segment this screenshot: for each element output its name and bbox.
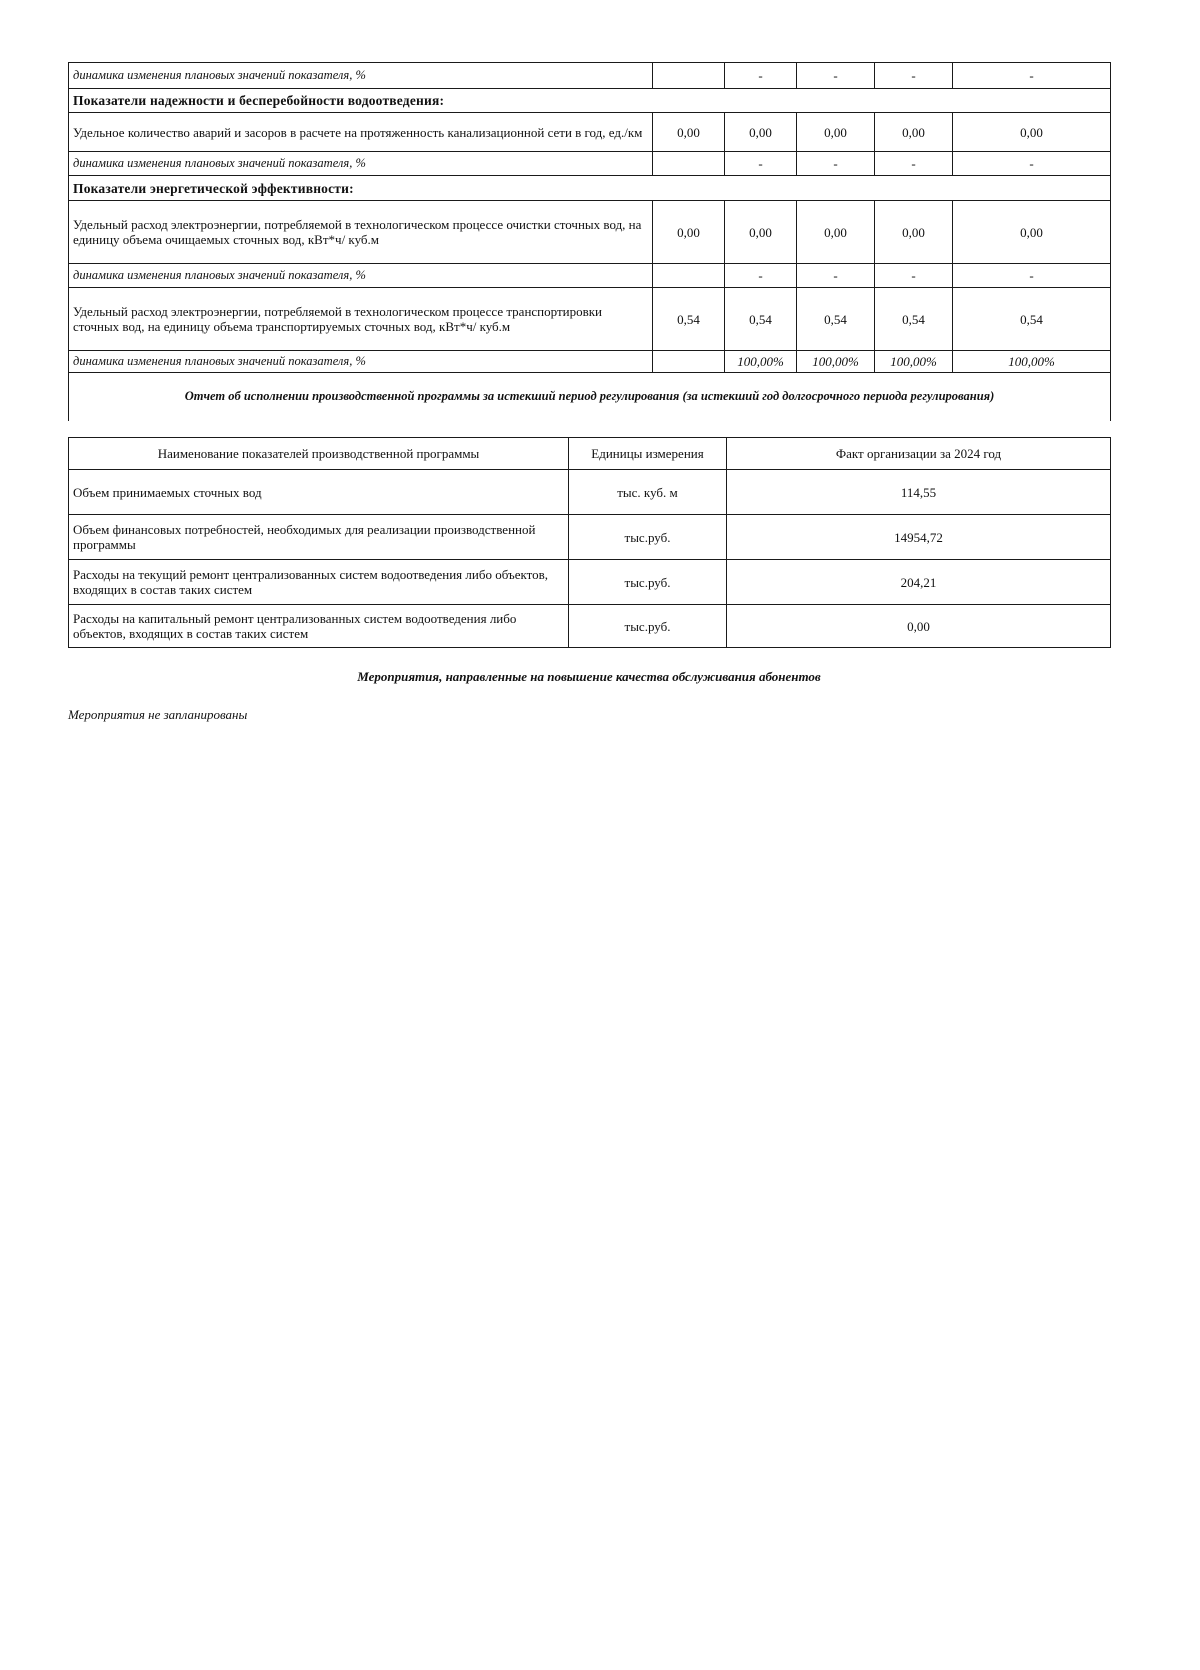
unit-cell: тыс. куб. м: [569, 470, 727, 515]
value-cell: -: [875, 152, 953, 176]
value-cell: 0,00: [797, 201, 875, 264]
unit-cell: тыс.руб.: [569, 560, 727, 605]
value-cell: -: [953, 63, 1111, 89]
value-cell: 100,00%: [953, 351, 1111, 373]
value-cell: 0,00: [653, 201, 725, 264]
indicator-name: Объем финансовых потребностей, необходимых для реализации производственной программы: [69, 515, 569, 560]
table-row: [69, 113, 1111, 152]
value-cell: 0,00: [953, 201, 1111, 264]
row-label: динамика изменения плановых значений показателя, %: [69, 63, 653, 89]
value-cell: -: [725, 152, 797, 176]
value-cell: -: [875, 264, 953, 288]
value-cell: -: [797, 63, 875, 89]
value-cell: 0,00: [725, 113, 797, 152]
table-row: [69, 264, 1111, 288]
section-title: Показатели энергетической эффективности:: [69, 176, 1111, 201]
value-cell: 0,54: [797, 288, 875, 351]
indicator-name: Объем принимаемых сточных вод: [69, 470, 569, 515]
value-cell: -: [875, 63, 953, 89]
row-label: динамика изменения плановых значений показателя, %: [69, 264, 653, 288]
value-cell: 0,00: [875, 201, 953, 264]
value-cell: 0,00: [725, 201, 797, 264]
value-cell: -: [797, 264, 875, 288]
value-cell: 0,54: [653, 288, 725, 351]
row-label: динамика изменения плановых значений показателя, %: [69, 351, 653, 373]
value-cell: 0,00: [653, 113, 725, 152]
value-cell: 100,00%: [725, 351, 797, 373]
value-cell: 0,54: [875, 288, 953, 351]
value-cell: 14954,72: [727, 515, 1111, 560]
value-cell: 100,00%: [875, 351, 953, 373]
row-label: Удельный расход электроэнергии, потребляемой в технологическом процессе транспортировки сточных вод, на единицу объема транспортируемых сточных вод, кВт*ч/ куб.м: [69, 288, 653, 351]
table-row: [69, 605, 1111, 648]
indicator-name: Расходы на текущий ремонт централизованных систем водоотведения либо объектов, входящих в состав таких систем: [69, 560, 569, 605]
value-cell: 0,00: [875, 113, 953, 152]
measures-note: Мероприятия не запланированы: [68, 707, 248, 722]
table-row: [69, 201, 1111, 264]
row-label: Удельное количество аварий и засоров в расчете на протяженность канализационной сети в год, ед./км: [69, 113, 653, 152]
column-header: Факт организации за 2024 год: [727, 438, 1111, 470]
unit-cell: тыс.руб.: [569, 605, 727, 648]
caption-row: [69, 373, 1111, 421]
table-row: [69, 351, 1111, 373]
report-caption: Отчет об исполнении производственной программы за истекший период регулирования (за истекший год долгосрочного периода регулирования): [69, 373, 1111, 421]
value-cell: 0,54: [725, 288, 797, 351]
value-cell: 0,00: [727, 605, 1111, 648]
value-cell: 204,21: [727, 560, 1111, 605]
value-cell: -: [953, 264, 1111, 288]
value-cell: 0,54: [953, 288, 1111, 351]
value-cell: -: [953, 152, 1111, 176]
row-label: динамика изменения плановых значений показателя, %: [69, 152, 653, 176]
value-cell: 114,55: [727, 470, 1111, 515]
value-cell: [653, 351, 725, 373]
column-header: Наименование показателей производственной программы: [69, 438, 569, 470]
value-cell: 0,00: [953, 113, 1111, 152]
value-cell: [653, 152, 725, 176]
table-row: [69, 470, 1111, 515]
section-row: [69, 176, 1111, 201]
table-row: [69, 288, 1111, 351]
value-cell: 0,00: [797, 113, 875, 152]
indicators-table: [68, 62, 1111, 421]
measures-title: Мероприятия, направленные на повышение качества обслуживания абонентов: [357, 669, 821, 684]
unit-cell: тыс.руб.: [569, 515, 727, 560]
value-cell: -: [797, 152, 875, 176]
table-row: [69, 63, 1111, 89]
indicator-name: Расходы на капитальный ремонт централизованных систем водоотведения либо объектов, входящих в состав таких систем: [69, 605, 569, 648]
section-title: Показатели надежности и бесперебойности водоотведения:: [69, 89, 1111, 113]
value-cell: [653, 63, 725, 89]
table-row: [69, 515, 1111, 560]
section-row: [69, 89, 1111, 113]
value-cell: 100,00%: [797, 351, 875, 373]
row-label: Удельный расход электроэнергии, потребляемой в технологическом процессе очистки сточных вод, на единицу объема очищаемых сточных вод, кВт*ч/ куб.м: [69, 201, 653, 264]
column-header: Единицы измерения: [569, 438, 727, 470]
value-cell: [653, 264, 725, 288]
value-cell: -: [725, 264, 797, 288]
header-row: [69, 438, 1111, 470]
table-row: [69, 560, 1111, 605]
table-row: [69, 152, 1111, 176]
report-table: [68, 437, 1111, 648]
value-cell: -: [725, 63, 797, 89]
